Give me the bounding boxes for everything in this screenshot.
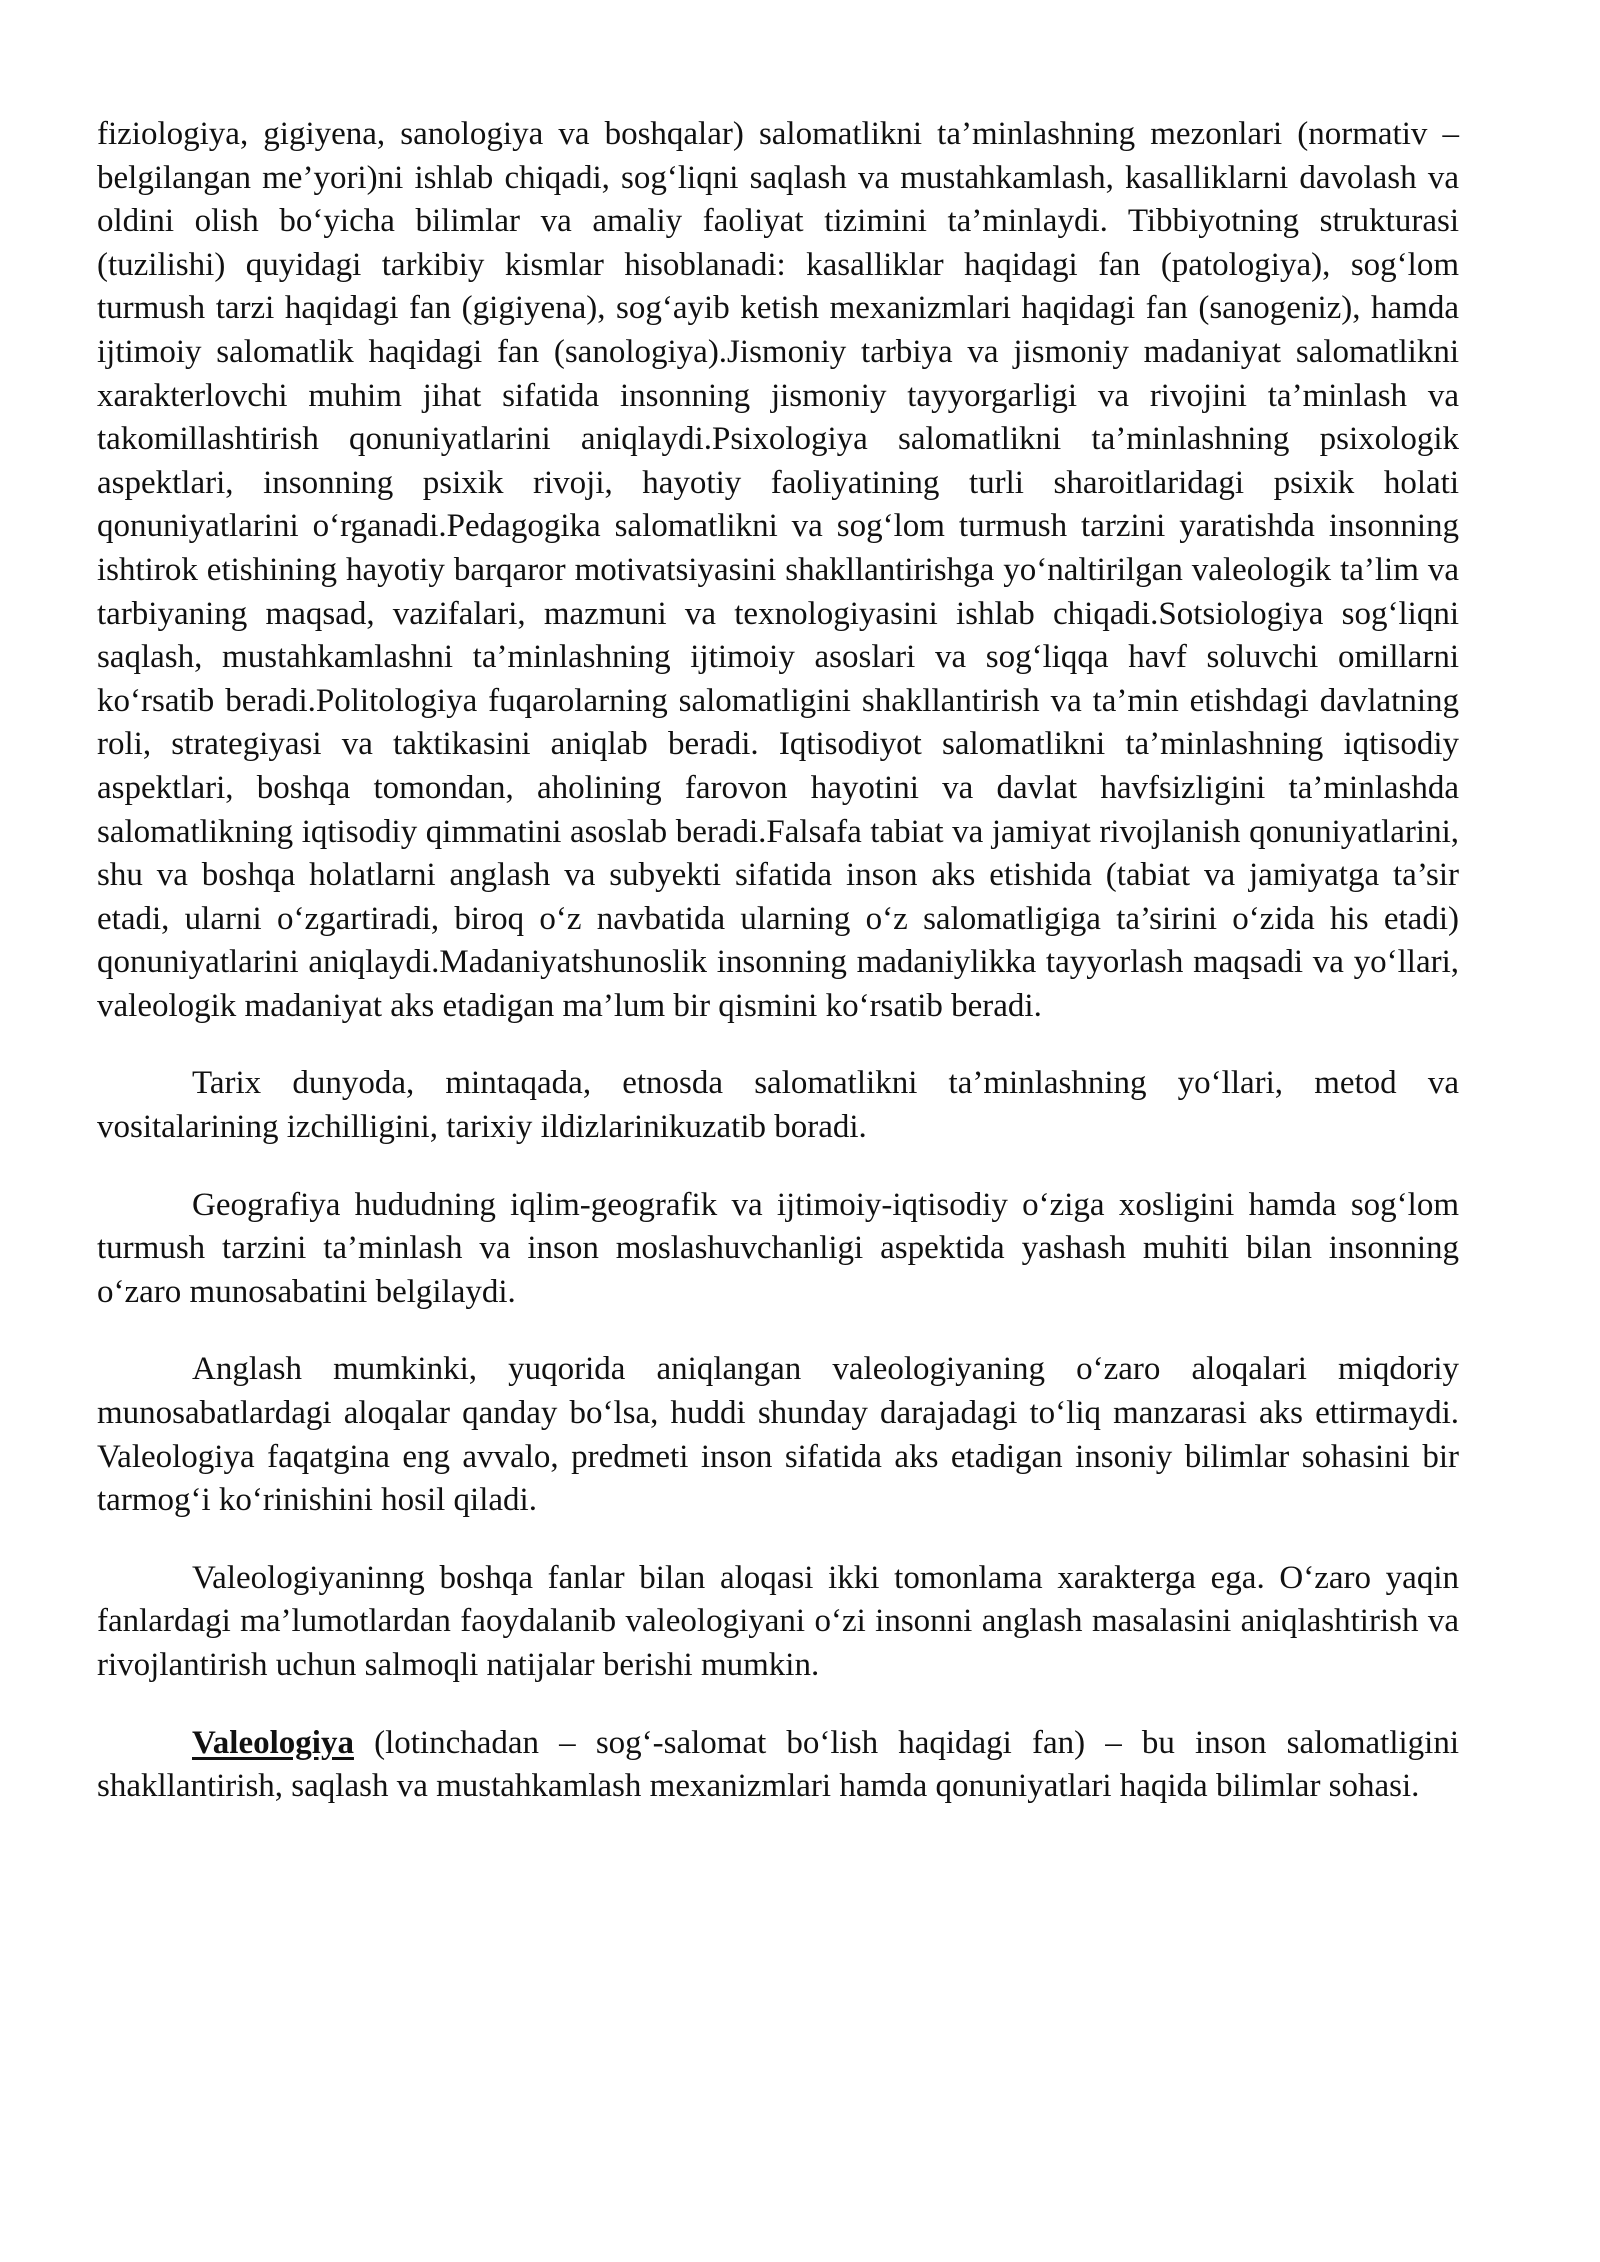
- document-page: [97, 113, 1459, 1843]
- definition-term: Valeologiya: [192, 1724, 354, 1761]
- paragraph-sciences-overview: fiziologiya, gigiyena, sanologiya va boshqalar) salomatlikni ta’minlashning mezonlari (normativ – belgilangan me’yori)ni ishlab chiqadi, sog‘liqni saqlash va mustahkamlash, kasalliklarni davolash va oldini olish bo‘yicha bilimlar va amaliy faoliyat tizimini ta’minlaydi. Tibbiyotning strukturasi (tuzilishi) quyidagi tarkibiy kismlar hisoblanadi: kasalliklar haqidagi fan (patologiya), sog‘lom turmush tarzi haqidagi fan (gigiyena), sog‘ayib ketish mexanizmlari haqidagi fan (sanogeniz), hamda ijtimoiy salomatlik haqidagi fan (sanologiya).Jismoniy tarbiya va jismoniy madaniyat salomatlikni xarakterlovchi muhim jihat sifatida insonning jismoniy tayyorgarligi va rivojini ta’minlash va takomillashtirish qonuniyatlarini aniqlaydi.Psixologiya salomatlikni ta’minlashning psixologik aspektlari, insonning psixik rivoji, hayotiy faoliyatining turli sharoitlaridagi psixik holati qonuniyatlarini o‘rganadi.Pedagogika salomatlikni va sog‘lom turmush tarzini yaratishda insonning ishtirok etishining hayotiy barqaror motivatsiyasini shakllantirishga yo‘naltirilgan valeologik ta’lim va tarbiyaning maqsad, vazifalari, mazmuni va texnologiyasini ishlab chiqadi.Sotsiologiya sog‘liqni saqlash, mustahkamlashni ta’minlashning ijtimoiy asoslari va sog‘liqqa havf soluvchi omillarni ko‘rsatib beradi.Politologiya fuqarolarning salomatligini shakllantirish va ta’min etishdagi davlatning roli, strategiyasi va taktikasini aniqlab beradi. Iqtisodiyot salomatlikni ta’minlashning iqtisodiy aspektlari, boshqa tomondan, aholining farovon hayotini va davlat havfsizligini ta’minlashda salomatlikning iqtisodiy qimmatini asoslab beradi.Falsafa tabiat va jamiyat rivojlanish qonuniyatlarini, shu va boshqa holatlarni anglash va subyekti sifatida inson aks etishida (tabiat va jamiyatga ta’sir etadi, ularni o‘zgartiradi, biroq o‘z navbatida ularning o‘z salomatligiga ta’sirini o‘zida his etadi) qonuniyatlarini aniqlaydi.Madaniyatshunoslik insonning madaniylikka tayyorlash maqsadi va yo‘llari, valeologik madaniyat aks etadigan ma’lum bir qismini ko‘rsatib beradi.: [97, 116, 1459, 1024]
- paragraph-bilateral-relation: Valeologiyaninng boshqa fanlar bilan aloqasi ikki tomonlama xarakterga ega. O‘zaro yaqin fanlardagi ma’lumotlardan faoydalanib valeologiyani o‘zi insonni anglash masalasini aniqlashtirish va rivojlantirish uchun salmoqli natijalar berishi mumkin.: [97, 1559, 1459, 1683]
- paragraph-interconnections: Anglash mumkinki, yuqorida aniqlangan valeologiyaning o‘zaro aloqalari miqdoriy munosabatlardagi aloqalar qanday bo‘lsa, huddi shunday darajadagi to‘liq manzarasi aks ettirmaydi. Valeologiya faqatgina eng avvalo, predmeti inson sifatida aks etadigan insoniy bilimlar sohasini bir tarmog‘i ko‘rinishini hosil qiladi.: [97, 1351, 1459, 1519]
- paragraph-geography: Geografiya hududning iqlim-geografik va ijtimoiy-iqtisodiy o‘ziga xosligini hamda sog‘lom turmush tarzini ta’minlash va inson moslashuvchanligi aspektida yashash muhiti bilan insonning o‘zaro munosabatini belgilaydi.: [97, 1186, 1459, 1310]
- definition-text: (lotinchadan – sog‘-salomat bo‘lish haqidagi fan) – bu inson salomatligini shakllantirish, saqlash va mustahkamlash mexanizmlari hamda qonuniyatlari haqida bilimlar sohasi.: [97, 1724, 1459, 1805]
- paragraph-history: Tarix dunyoda, mintaqada, etnosda salomatlikni ta’minlashning yo‘llari, metod va vositalarining izchilligini, tarixiy ildizlarinikuzatib boradi.: [97, 1065, 1459, 1146]
- paragraph-definition: [97, 1722, 1459, 1809]
